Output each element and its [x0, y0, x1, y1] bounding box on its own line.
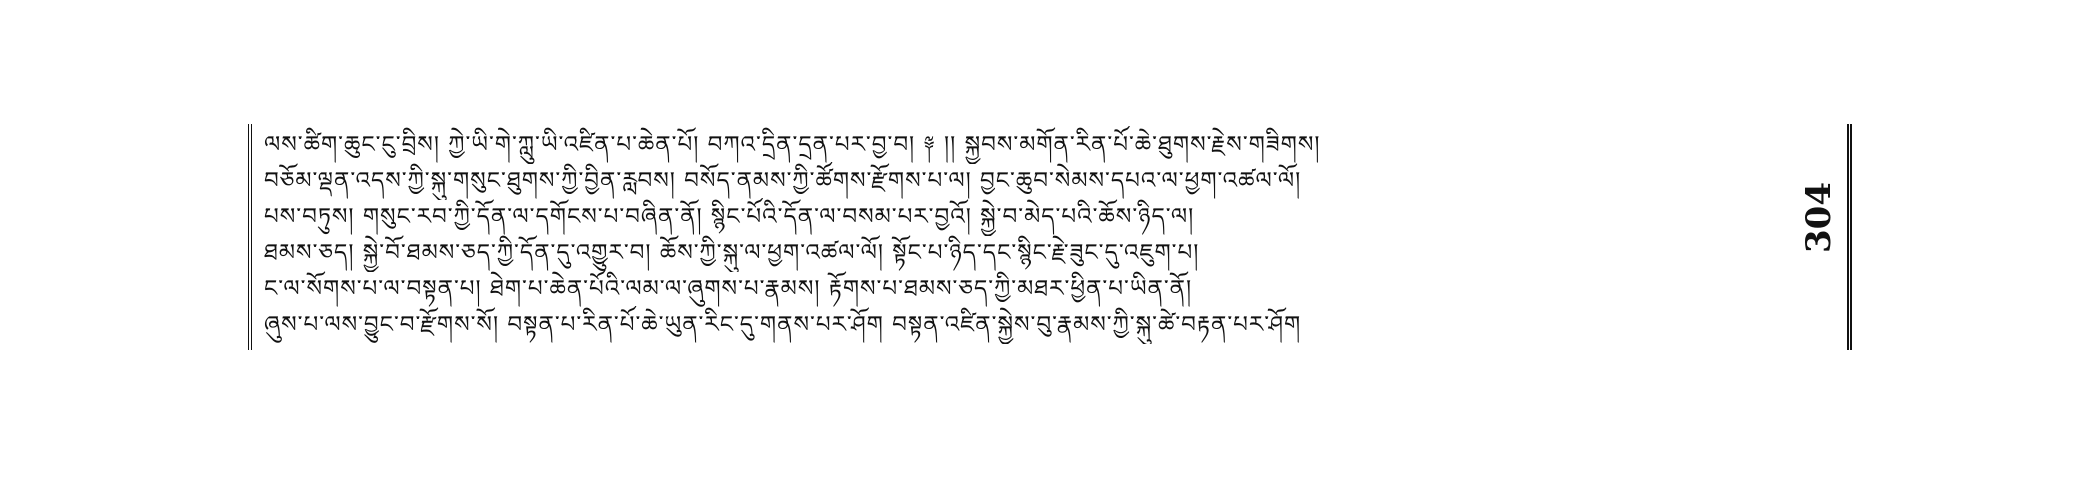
text-folio: [248, 124, 1852, 350]
text-line-3: པས་བཏུས། གསུང་རབ་ཀྱི་དོན་ལ་དགོངས་པ་བཞིན་ནོ། སྙིང་པོའི་དོན་ལ་བསམ་པར་བྱའོ། སྐྱེ་བ་མེད་པའི་ཆོས་ཉིད་ལ།: [264, 204, 1195, 230]
text-line-5: ང་ལ་སོགས་པ་ལ་བསྟན་པ། ཐེག་པ་ཆེན་པོའི་ལམ་ལ་ཞུགས་པ་རྣམས། རྟོགས་པ་ཐམས་ཅད་ཀྱི་མཐར་ཕྱིན་པ་ཡིན་ནོ།: [264, 276, 1193, 302]
text-line-2: བཅོམ་ལྡན་འདས་ཀྱི་སྐུ་གསུང་ཐུགས་ཀྱི་བྱིན་རླབས། བསོད་ནམས་ཀྱི་ཚོགས་རྫོགས་པ་ལ། བྱང་ཆུབ་སེམས་དཔའ་ལ་ཕྱག་འཚལ་ལོ།: [264, 168, 1302, 194]
text-line-6: ཞུས་པ་ལས་བྱུང་བ་རྫོགས་སོ། བསྟན་པ་རིན་པོ་ཆེ་ཡུན་རིང་དུ་གནས་པར་ཤོག བསྟན་འཛིན་སྐྱེས་བུ་རྣམས་ཀྱི་སྐུ་ཚེ་བརྟན་པར་ཤོག: [264, 312, 1302, 338]
text-line-1: ལས་ཚིག་ཆུང་ངུ་བྲིས། ཀྱེ་ཡི་གེ་ཀླུ་ཡི་འཛིན་པ་ཆེན་པོ། བཀའ་དྲིན་དྲན་པར་བྱ་བ། ༈ །། སྐྱབས་མགོན་རིན་པོ་ཆེ་ཐུགས་རྗེས་གཟིགས།: [264, 132, 1321, 158]
page-number: 304: [1799, 182, 1839, 253]
text-line-4: ཐམས་ཅད། སྐྱེ་བོ་ཐམས་ཅད་ཀྱི་དོན་དུ་འགྱུར་བ། ཆོས་ཀྱི་སྐུ་ལ་ཕྱག་འཚལ་ལོ། སྟོང་པ་ཉིད་དང་སྙིང་རྗེ་ཟུང་དུ་འཇུག་པ།: [264, 240, 1200, 266]
